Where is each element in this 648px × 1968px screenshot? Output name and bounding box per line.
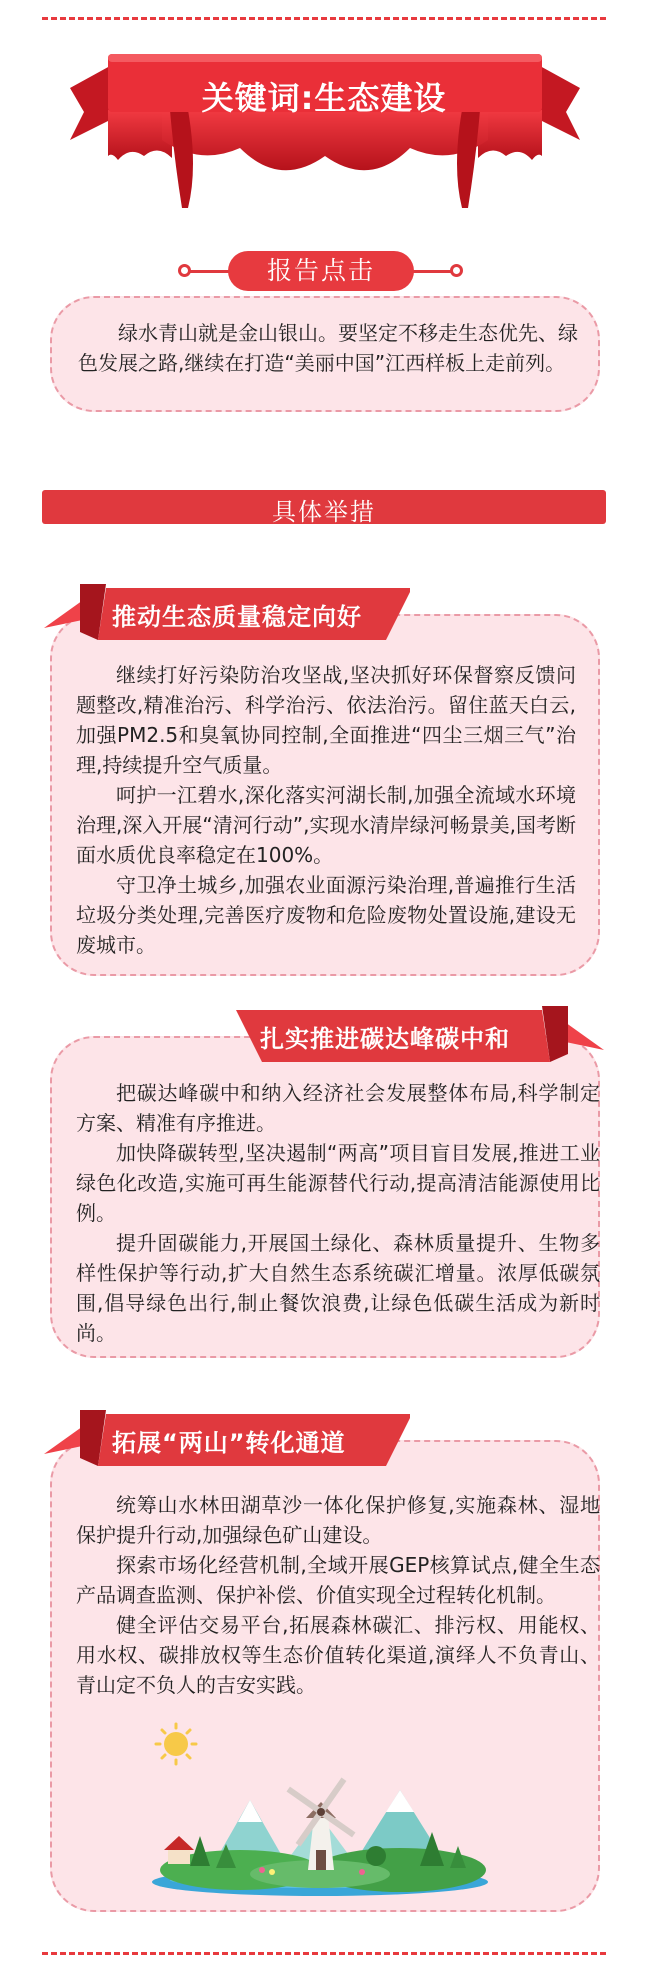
section-1-paragraph: 继续打好污染防治攻坚战,坚决抓好环保督察反馈问题整改,精准治污、科学治污、依法治污。留住蓝天白云,加强PM2.5和臭氧协同控制,全面推进“四尘三烟三气”治理,持续提升空气质量。 [76,663,576,777]
section-1-paragraph: 守卫净土城乡,加强农业面源污染治理,普遍推行生活垃圾分类处理,完善医疗废物和危险废物处置设施,建设无废城市。 [76,873,576,957]
report-dot-right [450,264,463,277]
section-1-paragraph: 呵护一江碧水,深化落实河湖长制,加强全流域水环境治理,深入开展“清河行动”,实现水清岸绿河畅景美,国考断面水质优良率稳定在100%。 [76,783,576,867]
report-line-left [186,270,230,273]
section-2-title: 扎实推进碳达峰碳中和 [260,1025,510,1053]
report-text [78,318,578,378]
bottom-divider [42,1952,606,1955]
section-2-text [76,1078,600,1348]
section-2-paragraph: 提升固碳能力,开展国土绿化、森林质量提升、生物多样性保护等行动,扩大自然生态系统碳汇增量。浓厚低碳氛围,倡导绿色出行,制止餐饮浪费,让绿色低碳生活成为新时尚。 [76,1231,600,1345]
section-1-title: 推动生态质量稳定向好 [112,603,362,631]
measures-label: 具体举措 [272,498,376,526]
top-divider [42,17,606,20]
section-3-paragraph: 健全评估交易平台,拓展森林碳汇、排污权、用能权、用水权、碳排放权等生态价值转化渠道,演绎人不负青山、青山定不负人的吉安实践。 [76,1613,600,1697]
report-label: 报告点击 [228,251,414,291]
section-1-text [76,660,576,960]
report-paragraph: 绿水青山就是金山银山。要坚定不移走生态优先、绿色发展之路,继续在打造“美丽中国”江西样板上走前列。 [78,321,578,375]
section-3-text [76,1490,600,1700]
sun-icon [156,1724,196,1764]
section-3-title: 拓展“两山”转化通道 [112,1429,346,1457]
page-title: 关键词:生态建设 [201,79,447,117]
section-2-paragraph: 把碳达峰碳中和纳入经济社会发展整体布局,科学制定方案、精准有序推进。 [76,1081,600,1135]
section-3-paragraph: 探索市场化经营机制,全域开展GEP核算试点,健全生态产品调查监测、保护补偿、价值实现全过程转化机制。 [76,1553,600,1607]
section-2-paragraph: 加快降碳转型,坚决遏制“两高”项目盲目发展,推进工业绿色化改造,实施可再生能源替代行动,提高清洁能源使用比例。 [76,1141,600,1225]
report-dot-left [178,264,191,277]
section-3-paragraph: 统筹山水林田湖草沙一体化保护修复,实施森林、湿地保护提升行动,加强绿色矿山建设。 [76,1493,600,1547]
windmill-landscape-illustration [150,1720,490,1900]
